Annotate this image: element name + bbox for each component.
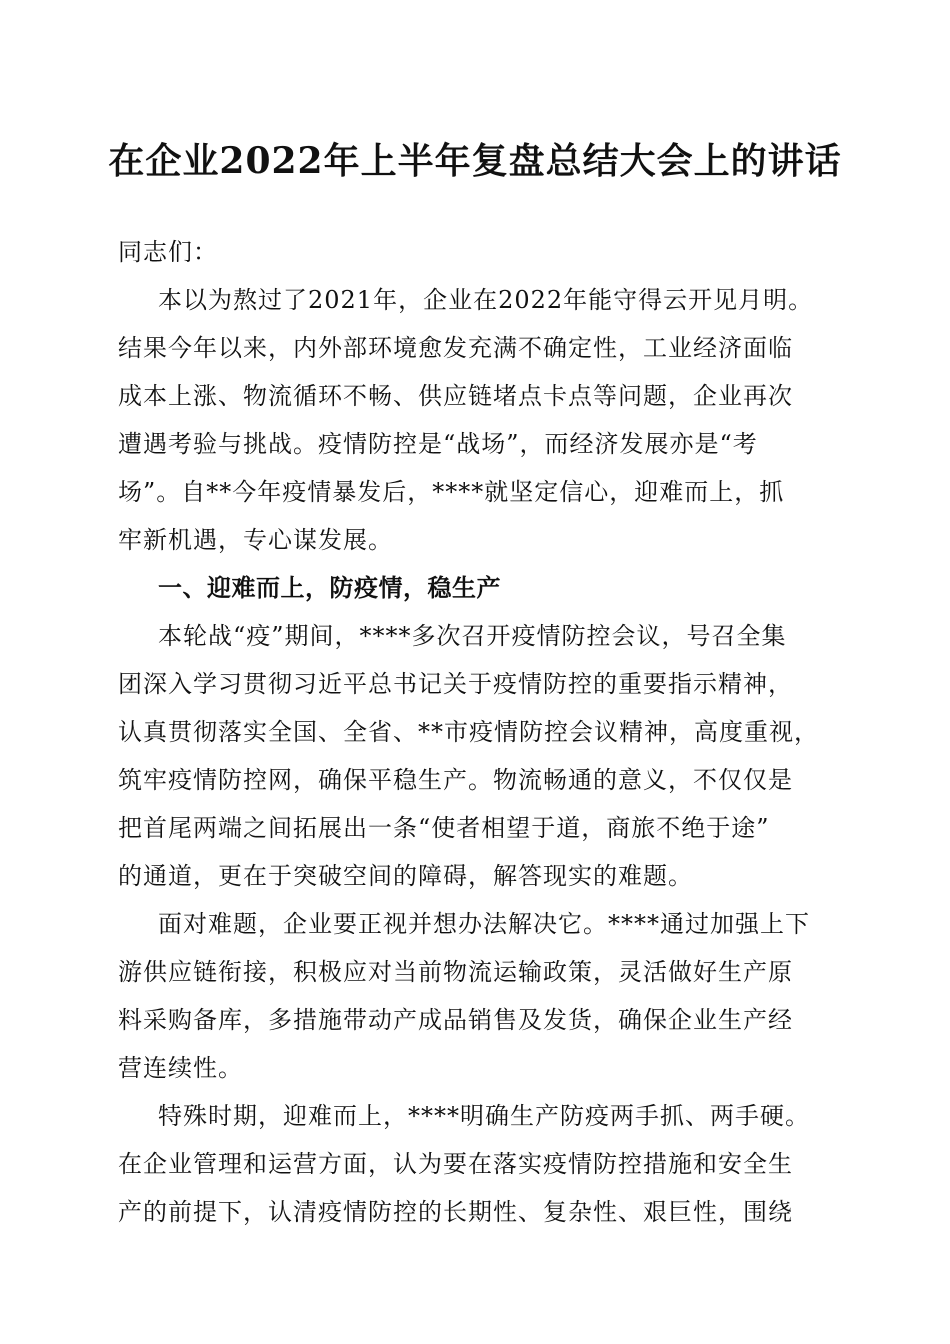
paragraph-line: 在企业管理和运营方面，认为要在落实疫情防控措施和安全生	[118, 1150, 793, 1178]
document-title: 在企业2022年上半年复盘总结大会上的讲话	[108, 140, 842, 182]
document-body	[118, 228, 838, 1236]
paragraph-line: 料采购备库，多措施带动产成品销售及发货，确保企业生产经	[118, 1006, 793, 1034]
paragraph-line: 牢新机遇，专心谋发展。	[118, 526, 393, 554]
paragraph-line: 产的前提下，认清疫情防控的长期性、复杂性、艰巨性，围绕	[118, 1198, 793, 1226]
paragraph-line: 认真贯彻落实全国、全省、**市疫情防控会议精神，高度重视，	[118, 718, 819, 746]
paragraph-line: 把首尾两端之间拓展出一条“使者相望于道，商旅不绝于途”	[118, 814, 770, 842]
paragraph-line: 特殊时期，迎难而上，****明确生产防疫两手抓、两手硬。	[158, 1102, 810, 1130]
salutation: 同志们：	[118, 238, 218, 266]
paragraph-line: 营连续性。	[118, 1054, 243, 1082]
paragraph-line: 面对难题，企业要正视并想办法解决它。****通过加强上下	[158, 910, 810, 938]
paragraph-line: 本轮战“疫”期间，****多次召开疫情防控会议，号召全集	[158, 622, 787, 650]
paragraph-line: 游供应链衔接，积极应对当前物流运输政策，灵活做好生产原	[118, 958, 793, 986]
paragraph-line: 本以为熬过了2021年，企业在2022年能守得云开见月明。	[158, 286, 814, 314]
paragraph-line: 结果今年以来，内外部环境愈发充满不确定性，工业经济面临	[118, 334, 793, 362]
paragraph-line: 场”。自**今年疫情暴发后，****就坚定信心，迎难而上，抓	[118, 478, 785, 506]
section-heading: 一、迎难而上，防疫情，稳生产	[158, 574, 501, 602]
paragraph-line: 成本上涨、物流循环不畅、供应链堵点卡点等问题，企业再次	[118, 382, 793, 410]
paragraph-line: 筑牢疫情防控网，确保平稳生产。物流畅通的意义，不仅仅是	[118, 766, 793, 794]
paragraph-line: 遭遇考验与挑战。疫情防控是“战场”，而经济发展亦是“考	[118, 430, 758, 458]
paragraph-line: 团深入学习贯彻习近平总书记关于疫情防控的重要指示精神，	[118, 670, 793, 698]
paragraph-line: 的通道，更在于突破空间的障碍，解答现实的难题。	[118, 862, 693, 890]
